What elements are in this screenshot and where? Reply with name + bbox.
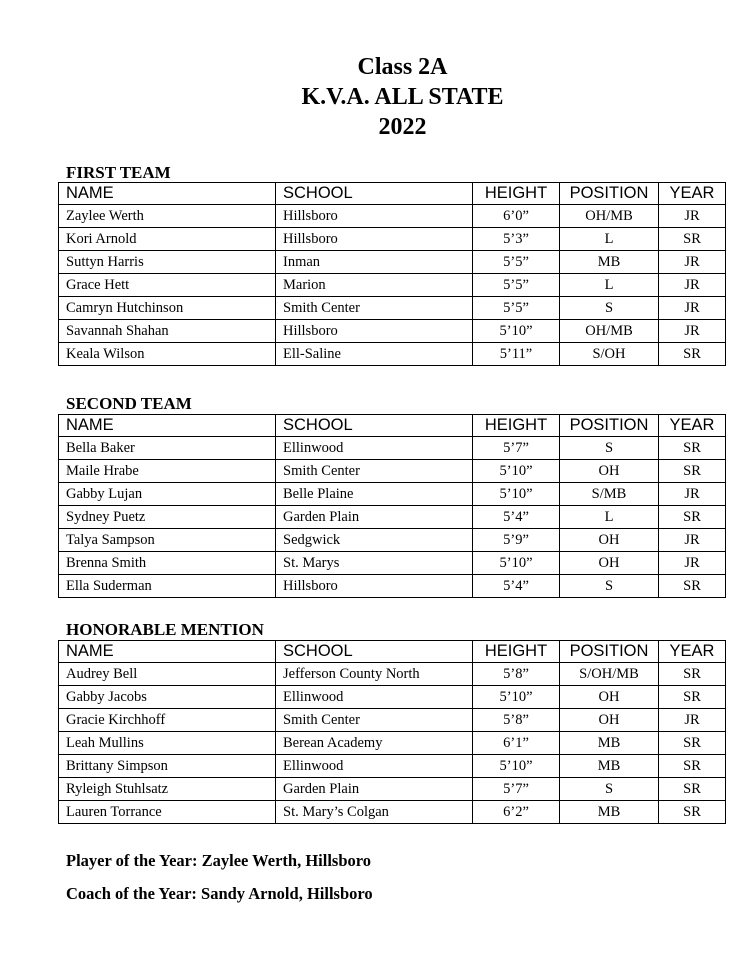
- header-position: POSITION: [560, 415, 659, 437]
- title-class: Class 2A: [357, 54, 448, 80]
- position-cell: L: [560, 228, 659, 251]
- table-row: [59, 228, 726, 251]
- position-cell: S: [560, 778, 659, 801]
- year-cell: SR: [659, 732, 726, 755]
- player-name-cell: Leah Mullins: [59, 732, 276, 755]
- position-cell: S: [560, 575, 659, 598]
- header-year: YEAR: [659, 183, 726, 205]
- player-name-cell: Keala Wilson: [59, 343, 276, 366]
- height-cell: 5’4”: [473, 506, 560, 529]
- table-row: [59, 205, 726, 228]
- coach-of-the-year: Coach of the Year: Sandy Arnold, Hillsboro: [66, 884, 373, 903]
- height-cell: 5’10”: [473, 552, 560, 575]
- table-row: [59, 529, 726, 552]
- height-cell: 5’11”: [473, 343, 560, 366]
- player-name-cell: Savannah Shahan: [59, 320, 276, 343]
- position-cell: OH: [560, 709, 659, 732]
- school-cell: Hillsboro: [276, 228, 473, 251]
- year-cell: JR: [659, 320, 726, 343]
- position-cell: MB: [560, 251, 659, 274]
- table-row: [59, 709, 726, 732]
- position-cell: S/MB: [560, 483, 659, 506]
- player-name-cell: Bella Baker: [59, 437, 276, 460]
- school-cell: St. Mary’s Colgan: [276, 801, 473, 824]
- table-row: [59, 686, 726, 709]
- position-cell: OH/MB: [560, 320, 659, 343]
- player-name-cell: Audrey Bell: [59, 663, 276, 686]
- height-cell: 5’8”: [473, 663, 560, 686]
- player-name-cell: Camryn Hutchinson: [59, 297, 276, 320]
- school-cell: Hillsboro: [276, 320, 473, 343]
- height-cell: 5’5”: [473, 274, 560, 297]
- player-name-cell: Talya Sampson: [59, 529, 276, 552]
- year-cell: JR: [659, 205, 726, 228]
- section-heading-second-team: SECOND TEAM: [66, 394, 192, 413]
- player-name-cell: Sydney Puetz: [59, 506, 276, 529]
- first-team-table: [58, 182, 726, 366]
- table-row: [59, 732, 726, 755]
- year-cell: SR: [659, 343, 726, 366]
- year-cell: SR: [659, 575, 726, 598]
- height-cell: 5’10”: [473, 483, 560, 506]
- height-cell: 5’4”: [473, 575, 560, 598]
- year-cell: SR: [659, 437, 726, 460]
- table-row: [59, 320, 726, 343]
- header-height: HEIGHT: [473, 415, 560, 437]
- year-cell: JR: [659, 251, 726, 274]
- header-school: SCHOOL: [276, 415, 473, 437]
- player-of-the-year: Player of the Year: Zaylee Werth, Hillsboro: [66, 851, 372, 870]
- school-cell: Hillsboro: [276, 575, 473, 598]
- year-cell: SR: [659, 801, 726, 824]
- player-name-cell: Zaylee Werth: [59, 205, 276, 228]
- height-cell: 5’10”: [473, 755, 560, 778]
- school-cell: Sedgwick: [276, 529, 473, 552]
- school-cell: Hillsboro: [276, 205, 473, 228]
- player-name-cell: Gabby Jacobs: [59, 686, 276, 709]
- school-cell: St. Marys: [276, 552, 473, 575]
- school-cell: Jefferson County North: [276, 663, 473, 686]
- school-cell: Smith Center: [276, 709, 473, 732]
- player-name-cell: Kori Arnold: [59, 228, 276, 251]
- table-row: [59, 506, 726, 529]
- height-cell: 6’1”: [473, 732, 560, 755]
- table-row: [59, 552, 726, 575]
- table-row: [59, 575, 726, 598]
- height-cell: 5’8”: [473, 709, 560, 732]
- player-name-cell: Brittany Simpson: [59, 755, 276, 778]
- height-cell: 6’2”: [473, 801, 560, 824]
- position-cell: L: [560, 506, 659, 529]
- player-name-cell: Brenna Smith: [59, 552, 276, 575]
- player-name-cell: Suttyn Harris: [59, 251, 276, 274]
- section-heading-first-team: FIRST TEAM: [66, 163, 171, 182]
- height-cell: 5’5”: [473, 297, 560, 320]
- height-cell: 5’10”: [473, 460, 560, 483]
- table-row: [59, 274, 726, 297]
- table-row: [59, 460, 726, 483]
- header-position: POSITION: [560, 183, 659, 205]
- height-cell: 5’5”: [473, 251, 560, 274]
- position-cell: MB: [560, 755, 659, 778]
- player-name-cell: Grace Hett: [59, 274, 276, 297]
- school-cell: Marion: [276, 274, 473, 297]
- school-cell: Belle Plaine: [276, 483, 473, 506]
- year-cell: SR: [659, 460, 726, 483]
- position-cell: OH: [560, 552, 659, 575]
- year-cell: JR: [659, 529, 726, 552]
- player-name-cell: Maile Hrabe: [59, 460, 276, 483]
- player-name-cell: Ryleigh Stuhlsatz: [59, 778, 276, 801]
- height-cell: 5’3”: [473, 228, 560, 251]
- table-row: [59, 778, 726, 801]
- header-row: [59, 183, 726, 205]
- table-row: [59, 297, 726, 320]
- table-row: [59, 483, 726, 506]
- position-cell: S/OH: [560, 343, 659, 366]
- position-cell: OH: [560, 460, 659, 483]
- player-name-cell: Lauren Torrance: [59, 801, 276, 824]
- height-cell: 5’10”: [473, 320, 560, 343]
- header-school: SCHOOL: [276, 641, 473, 663]
- position-cell: S: [560, 437, 659, 460]
- position-cell: MB: [560, 801, 659, 824]
- year-cell: JR: [659, 483, 726, 506]
- header-row: [59, 641, 726, 663]
- school-cell: Smith Center: [276, 460, 473, 483]
- year-cell: JR: [659, 552, 726, 575]
- position-cell: S/OH/MB: [560, 663, 659, 686]
- table-row: [59, 251, 726, 274]
- school-cell: Ell-Saline: [276, 343, 473, 366]
- header-position: POSITION: [560, 641, 659, 663]
- school-cell: Inman: [276, 251, 473, 274]
- table-row: [59, 663, 726, 686]
- school-cell: Berean Academy: [276, 732, 473, 755]
- header-name: NAME: [59, 183, 276, 205]
- player-name-cell: Gabby Lujan: [59, 483, 276, 506]
- year-cell: SR: [659, 755, 726, 778]
- height-cell: 5’7”: [473, 778, 560, 801]
- year-cell: SR: [659, 506, 726, 529]
- school-cell: Ellinwood: [276, 437, 473, 460]
- position-cell: OH: [560, 529, 659, 552]
- position-cell: MB: [560, 732, 659, 755]
- header-year: YEAR: [659, 641, 726, 663]
- school-cell: Garden Plain: [276, 506, 473, 529]
- school-cell: Smith Center: [276, 297, 473, 320]
- table-row: [59, 801, 726, 824]
- table-row: [59, 437, 726, 460]
- header-name: NAME: [59, 415, 276, 437]
- height-cell: 6’0”: [473, 205, 560, 228]
- header-year: YEAR: [659, 415, 726, 437]
- header-name: NAME: [59, 641, 276, 663]
- height-cell: 5’10”: [473, 686, 560, 709]
- height-cell: 5’9”: [473, 529, 560, 552]
- year-cell: JR: [659, 709, 726, 732]
- year-cell: JR: [659, 274, 726, 297]
- table-row: [59, 755, 726, 778]
- honorable-mention-table: [58, 640, 726, 824]
- school-cell: Ellinwood: [276, 686, 473, 709]
- year-cell: JR: [659, 297, 726, 320]
- height-cell: 5’7”: [473, 437, 560, 460]
- header-row: [59, 415, 726, 437]
- year-cell: SR: [659, 686, 726, 709]
- header-school: SCHOOL: [276, 183, 473, 205]
- position-cell: OH/MB: [560, 205, 659, 228]
- title-org: K.V.A. ALL STATE: [301, 84, 504, 110]
- year-cell: SR: [659, 778, 726, 801]
- table-row: [59, 343, 726, 366]
- second-team-table: [58, 414, 726, 598]
- player-name-cell: Ella Suderman: [59, 575, 276, 598]
- player-name-cell: Gracie Kirchhoff: [59, 709, 276, 732]
- position-cell: S: [560, 297, 659, 320]
- header-height: HEIGHT: [473, 641, 560, 663]
- year-cell: SR: [659, 228, 726, 251]
- school-cell: Garden Plain: [276, 778, 473, 801]
- position-cell: OH: [560, 686, 659, 709]
- year-cell: SR: [659, 663, 726, 686]
- header-height: HEIGHT: [473, 183, 560, 205]
- section-heading-honorable-mention: HONORABLE MENTION: [66, 620, 264, 639]
- title-year: 2022: [378, 114, 427, 140]
- position-cell: L: [560, 274, 659, 297]
- school-cell: Ellinwood: [276, 755, 473, 778]
